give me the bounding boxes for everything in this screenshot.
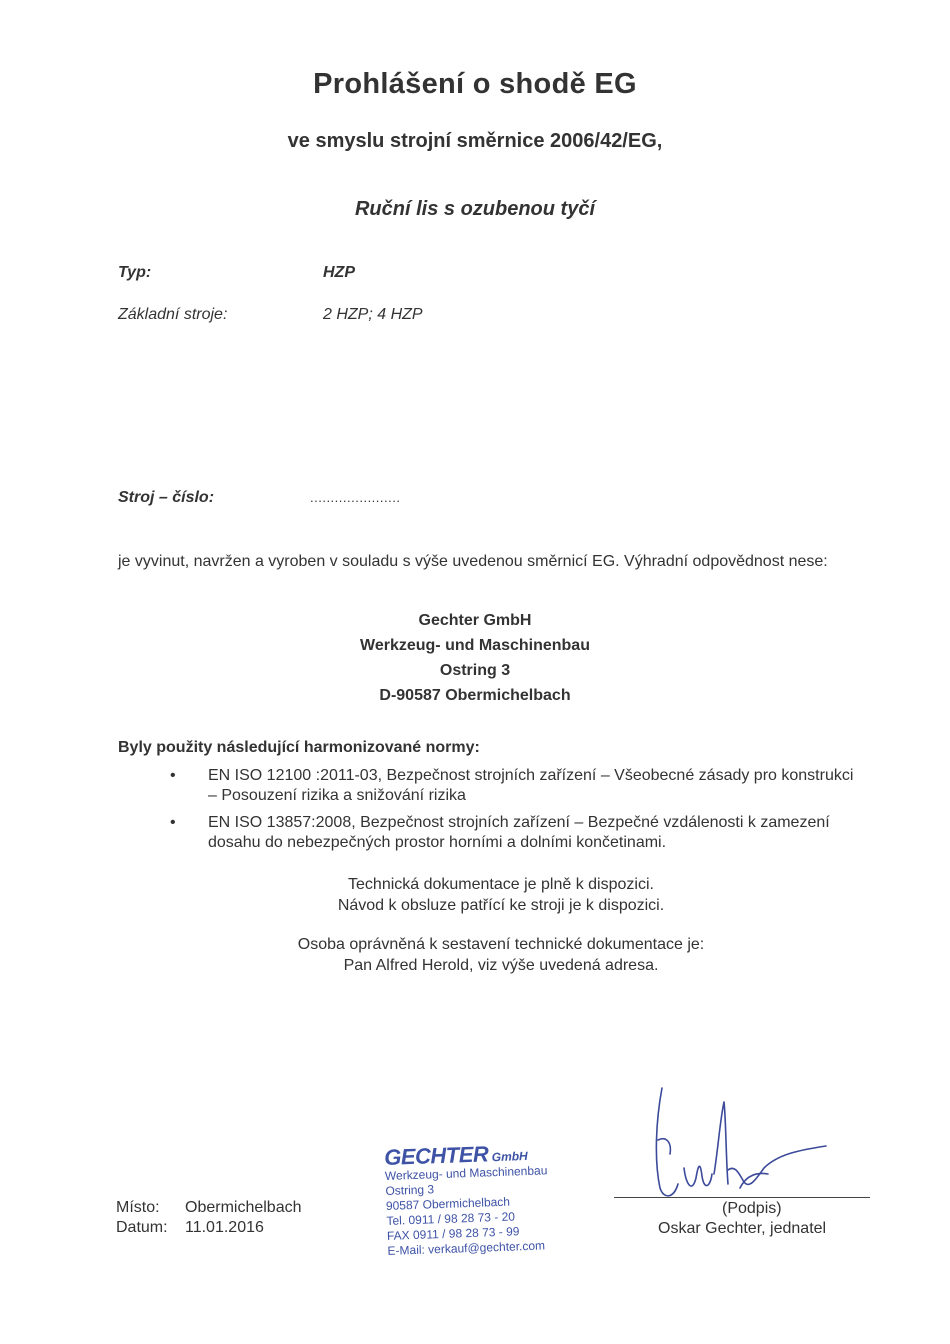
stroj-cislo-value: ...................... [310, 490, 401, 505]
zakladni-stroje-value: 2 HZP; 4 HZP [323, 306, 423, 323]
norms-heading: Byly použity následující harmonizované normy: [118, 739, 480, 756]
stamp-line: Ostring 3 [385, 1182, 435, 1198]
stamp-line: Tel. 0911 / 98 28 73 - 20 [386, 1209, 516, 1228]
responsible-line-1: Osoba oprávněná k sestavení technické dokumentace je: [297, 936, 705, 953]
typ-value: HZP [323, 264, 355, 281]
norm-text: EN ISO 13857:2008, Bezpečnost strojních zařízení – Bezpečné vzdálenosti k zamezení dosahu do nebezpečných prostor horními a dolními končetinami. [208, 814, 830, 851]
stamp-line: 90587 Obermichelbach [385, 1194, 511, 1213]
stamp-gmbh: GmbH [491, 1148, 528, 1165]
address-city: D-90587 Obermichelbach [379, 687, 571, 704]
zakladni-stroje-label: Základní stroje: [118, 306, 228, 323]
bullet-icon: • [170, 767, 176, 784]
address-division: Werkzeug- und Maschinenbau [360, 637, 590, 654]
documentation-line-1: Technická dokumentace je plně k dispozici. [348, 876, 654, 893]
signature-icon [640, 1080, 840, 1210]
address-company: Gechter GmbH [418, 612, 532, 629]
signature-line [614, 1197, 870, 1198]
stamp-line: Werkzeug- und Maschinenbau [384, 1163, 548, 1183]
stamp-line: FAX 0911 / 98 28 73 - 99 [386, 1224, 520, 1243]
date-label: Datum: [116, 1219, 168, 1236]
norm-text: EN ISO 12100 :2011-03, Bezpečnost strojních zařízení – Všeobecné zásady pro konstrukci – Posouzení rizika a snižování rizika [208, 767, 854, 804]
responsible-line-2: Pan Alfred Herold, viz výše uvedená adresa. [343, 957, 659, 974]
document-subtitle: ve smyslu strojní směrnice 2006/42/EG, [287, 130, 663, 152]
norm-item [170, 766, 856, 806]
stamp-line: E-Mail: verkauf@gechter.com [387, 1238, 546, 1258]
company-stamp [383, 1141, 550, 1259]
place-label: Místo: [116, 1199, 160, 1216]
product-name: Ruční lis s ozubenou tyčí [354, 198, 596, 220]
typ-label: Typ: [118, 264, 152, 281]
stamp-logo: GECHTER [383, 1141, 489, 1170]
bullet-icon: • [170, 814, 176, 831]
signature-podpis: (Podpis) [722, 1200, 782, 1217]
place-value: Obermichelbach [185, 1199, 302, 1216]
date-value: 11.01.2016 [185, 1219, 264, 1236]
document-title: Prohlášení o shodě EG [313, 68, 637, 100]
address-street: Ostring 3 [439, 662, 511, 679]
signatory-name: Oskar Gechter, jednatel [658, 1220, 827, 1237]
declaration-paragraph: je vyvinut, navržen a vyroben v souladu s výše uvedenou směrnicí EG. Výhradní odpovědnost nese: [118, 553, 828, 570]
stroj-cislo-label: Stroj – číslo: [118, 489, 215, 506]
norm-item [170, 813, 856, 853]
documentation-line-2: Návod k obsluze patřící ke stroji je k dispozici. [337, 897, 665, 914]
